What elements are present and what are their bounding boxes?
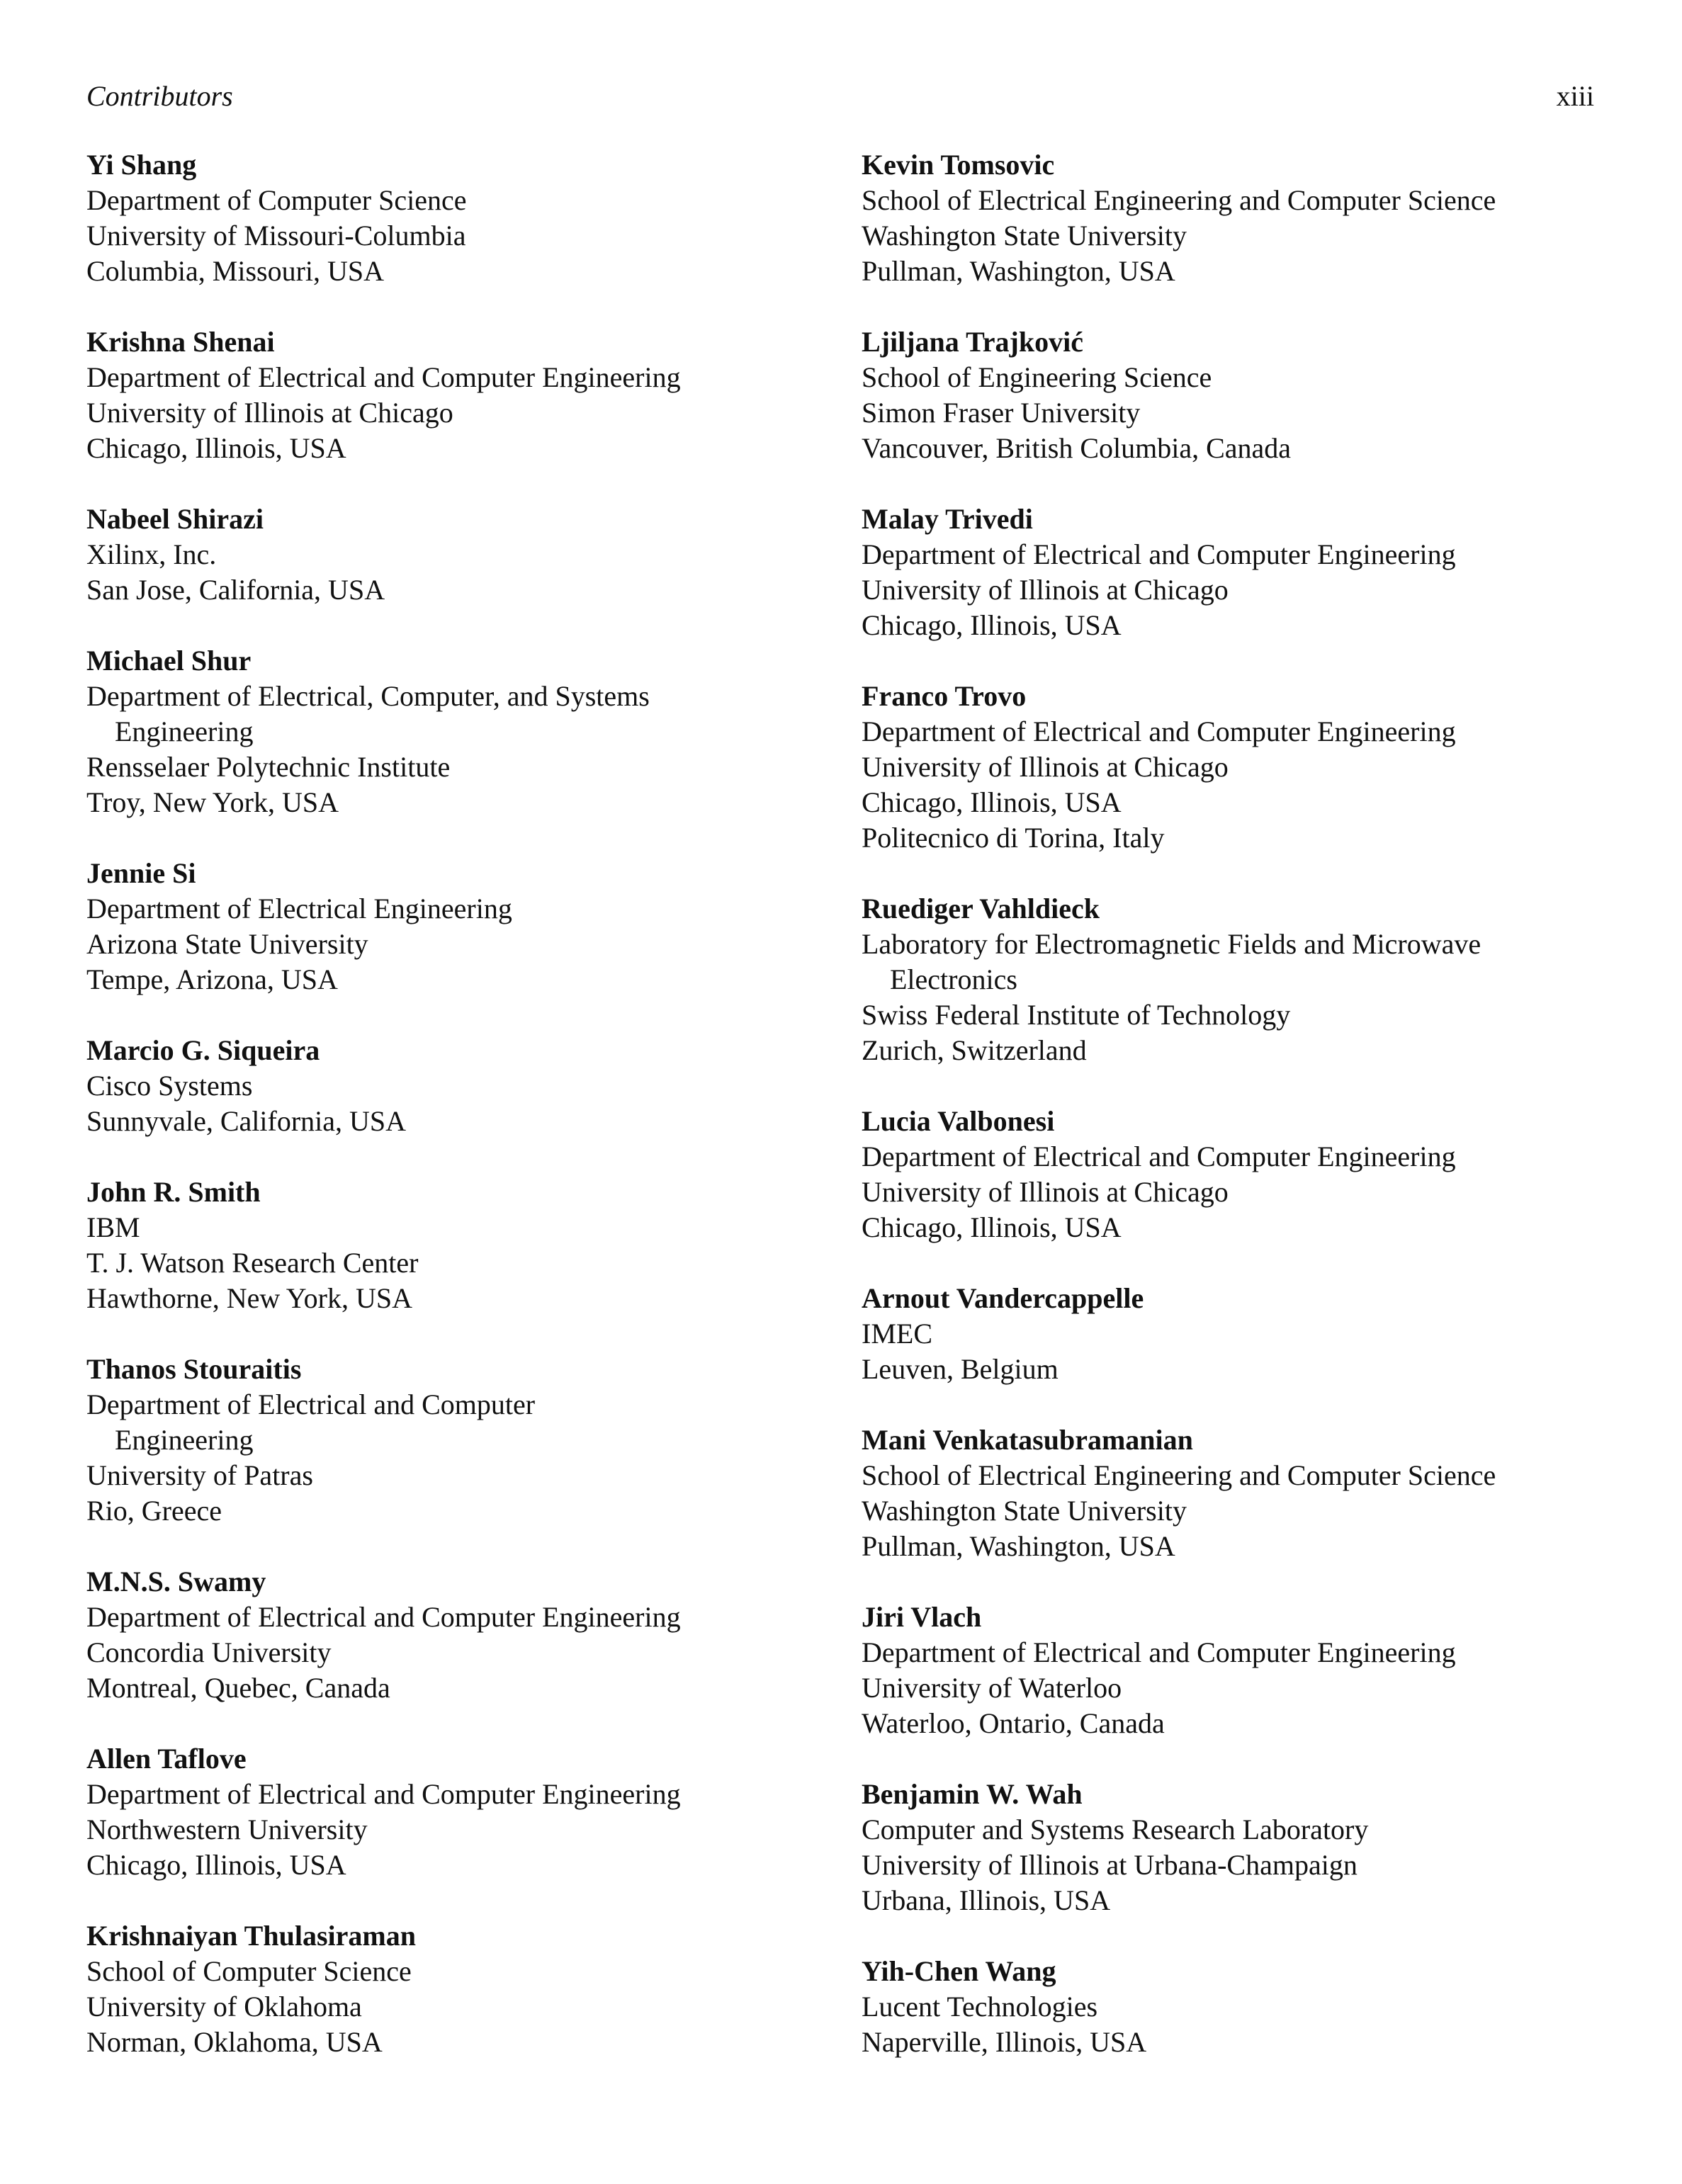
affiliation-line: Leuven, Belgium [862, 1353, 1059, 1385]
affiliation-line: School of Electrical Engineering and Computer Science [862, 184, 1496, 216]
affiliation-line: Rio, Greece [86, 1495, 222, 1527]
contributor-entry [862, 891, 1598, 1068]
affiliation-line: Electronics [890, 963, 1017, 995]
contributor-entry [86, 1918, 823, 2060]
affiliation-line: Washington State University [862, 220, 1187, 251]
affiliation-line: Department of Electrical and Computer Engineering [86, 1601, 681, 1633]
contributor-name: Ruediger Vahldieck [862, 893, 1100, 924]
affiliation-line: University of Waterloo [862, 1672, 1122, 1704]
affiliation-line: T. J. Watson Research Center [86, 1247, 419, 1279]
affiliation-line: Arizona State University [86, 928, 368, 960]
contributor-entry [86, 1741, 823, 1883]
contributor-name: Yi Shang [86, 149, 197, 181]
contributor-entry [86, 1352, 823, 1529]
contributor-entry [86, 147, 823, 289]
affiliation-line: Naperville, Illinois, USA [862, 2026, 1147, 2058]
contributor-name: Nabeel Shirazi [86, 503, 264, 535]
affiliation-line: Department of Electrical and Computer [86, 1388, 536, 1420]
affiliation-line: University of Oklahoma [86, 1991, 362, 2022]
contributors-right-column [862, 147, 1598, 2095]
affiliation-line: IBM [86, 1211, 140, 1243]
contributor-entry [86, 1564, 823, 1706]
affiliation-line: Chicago, Illinois, USA [86, 1849, 346, 1881]
affiliation-line: University of Illinois at Chicago [862, 574, 1229, 606]
affiliation-line: IMEC [862, 1318, 932, 1350]
contributor-name: John R. Smith [86, 1176, 261, 1208]
affiliation-line: Vancouver, British Columbia, Canada [862, 432, 1292, 464]
affiliation-line: University of Missouri-Columbia [86, 220, 466, 251]
contributor-name: Mani Venkatasubramanian [862, 1424, 1193, 1456]
contributor-entry [862, 147, 1598, 289]
contributor-name: Ljiljana Trajković [862, 326, 1083, 358]
contributor-name: Franco Trovo [862, 680, 1027, 712]
contributor-name: Allen Taflove [86, 1743, 247, 1775]
affiliation-line: Laboratory for Electromagnetic Fields and Microwave [862, 928, 1481, 960]
contributor-name: Thanos Stouraitis [86, 1353, 302, 1385]
contributor-name: Lucia Valbonesi [862, 1105, 1055, 1137]
contributor-entry [862, 1104, 1598, 1245]
affiliation-line: Concordia University [86, 1636, 332, 1668]
affiliation-line: Hawthorne, New York, USA [86, 1282, 412, 1314]
affiliation-line: Xilinx, Inc. [86, 538, 217, 570]
contributor-entry [862, 502, 1598, 643]
contributor-entry [862, 1422, 1598, 1564]
affiliation-line: Department of Electrical and Computer Engineering [862, 1636, 1456, 1668]
contributor-name: Malay Trivedi [862, 503, 1033, 535]
affiliation-line: Sunnyvale, California, USA [86, 1105, 407, 1137]
affiliation-line: Northwestern University [86, 1814, 368, 1845]
affiliation-line: Rensselaer Polytechnic Institute [86, 751, 451, 783]
affiliation-line: Pullman, Washington, USA [862, 1530, 1175, 1562]
affiliation-line: Chicago, Illinois, USA [862, 609, 1122, 641]
contributor-entry [86, 1033, 823, 1139]
contributor-name: Yih-Chen Wang [862, 1955, 1056, 1987]
affiliation-line: Montreal, Quebec, Canada [86, 1672, 390, 1704]
affiliation-line: Politecnico di Torina, Italy [862, 822, 1165, 854]
contributor-entry [86, 502, 823, 608]
contributor-name: Marcio G. Siqueira [86, 1034, 320, 1066]
affiliation-line: University of Illinois at Urbana-Champaign [862, 1849, 1358, 1881]
contributor-name: Arnout Vandercappelle [862, 1282, 1144, 1314]
contributor-entry [86, 1175, 823, 1316]
affiliation-line: Columbia, Missouri, USA [86, 255, 385, 287]
contributor-name: Krishna Shenai [86, 326, 275, 358]
affiliation-line: Waterloo, Ontario, Canada [862, 1707, 1165, 1739]
affiliation-line: Lucent Technologies [862, 1991, 1098, 2022]
affiliation-line: Zurich, Switzerland [862, 1034, 1087, 1066]
contributor-name: Jiri Vlach [862, 1601, 982, 1633]
affiliation-line: Washington State University [862, 1495, 1187, 1527]
affiliation-line: Computer and Systems Research Laboratory [862, 1814, 1369, 1845]
contributor-entry [862, 1954, 1598, 2060]
affiliation-line: Department of Electrical and Computer Engineering [862, 715, 1456, 747]
affiliation-line: Department of Electrical and Computer Engineering [86, 1778, 681, 1810]
affiliation-line: Department of Electrical and Computer Engineering [862, 1141, 1456, 1172]
affiliation-line: Engineering [115, 715, 254, 747]
contributor-name: Jennie Si [86, 857, 196, 889]
contributors-left-column [86, 147, 823, 2095]
affiliation-line: University of Illinois at Chicago [86, 397, 453, 429]
affiliation-line: Chicago, Illinois, USA [86, 432, 346, 464]
contributor-name: Michael Shur [86, 645, 252, 677]
affiliation-line: School of Engineering Science [862, 361, 1212, 393]
affiliation-line: Department of Electrical and Computer Engineering [862, 538, 1456, 570]
affiliation-line: Chicago, Illinois, USA [862, 1211, 1122, 1243]
contributor-name: Benjamin W. Wah [862, 1778, 1083, 1810]
affiliation-line: Department of Computer Science [86, 184, 467, 216]
running-header-title: Contributors [86, 80, 233, 112]
page-number: xiii [1556, 80, 1594, 112]
affiliation-line: University of Illinois at Chicago [862, 1176, 1229, 1208]
contributor-name: M.N.S. Swamy [86, 1566, 266, 1597]
affiliation-line: Pullman, Washington, USA [862, 255, 1175, 287]
affiliation-line: Swiss Federal Institute of Technology [862, 999, 1291, 1031]
affiliation-line: Cisco Systems [86, 1070, 253, 1102]
contributor-entry [862, 1600, 1598, 1741]
affiliation-line: School of Electrical Engineering and Computer Science [862, 1459, 1496, 1491]
affiliation-line: Norman, Oklahoma, USA [86, 2026, 383, 2058]
contributor-entry [862, 324, 1598, 466]
contributor-entry [862, 1281, 1598, 1387]
affiliation-line: University of Patras [86, 1459, 313, 1491]
affiliation-line: Simon Fraser University [862, 397, 1141, 429]
affiliation-line: Tempe, Arizona, USA [86, 963, 338, 995]
affiliation-line: Department of Electrical Engineering [86, 893, 512, 924]
affiliation-line: Troy, New York, USA [86, 786, 339, 818]
contributor-entry [86, 856, 823, 997]
affiliation-line: Department of Electrical, Computer, and Systems [86, 680, 650, 712]
affiliation-line: Department of Electrical and Computer Engineering [86, 361, 681, 393]
contributor-name: Kevin Tomsovic [862, 149, 1055, 181]
contributor-name: Krishnaiyan Thulasiraman [86, 1920, 416, 1952]
affiliation-line: Engineering [115, 1424, 254, 1456]
affiliation-line: San Jose, California, USA [86, 574, 385, 606]
affiliation-line: Urbana, Illinois, USA [862, 1884, 1111, 1916]
affiliation-line: Chicago, Illinois, USA [862, 786, 1122, 818]
contributor-entry [862, 679, 1598, 856]
affiliation-line: University of Illinois at Chicago [862, 751, 1229, 783]
affiliation-line: School of Computer Science [86, 1955, 412, 1987]
contributor-entry [86, 324, 823, 466]
contributor-entry [862, 1777, 1598, 1918]
contributor-entry [86, 643, 823, 820]
